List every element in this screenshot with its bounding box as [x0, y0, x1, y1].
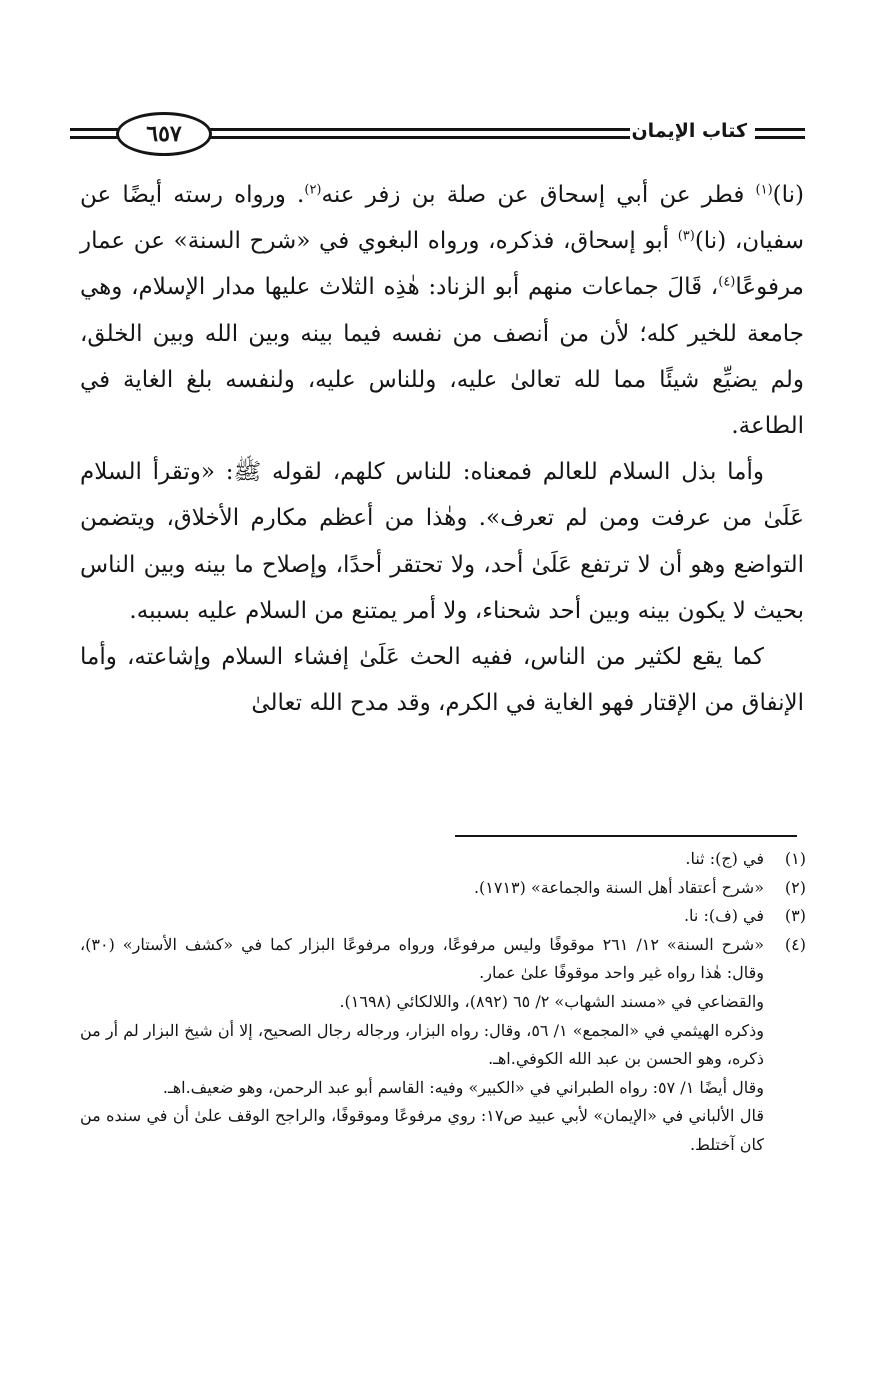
footnote-text: في (ف): نا.	[683, 906, 764, 926]
footnote-ref-1: (١)	[755, 182, 773, 198]
footnotes	[80, 845, 806, 1160]
paragraph-2: وأما بذل السلام للعالم فمعناه: للناس كلهم، لقوله ﷺ: «وتقرأ السلام عَلَىٰ من عرفت ومن لم تعرف». وهٰذا من أعظم مكارم الأخلاق، ويتضمن التواضع وهو أن لا ترتفع عَلَىٰ أحد، ولا تحتقر أحدًا، وإصلاح ما بينه وبين الناس بحيث لا يكون بينه وبين أحد شحناء، ولا أمر يمتنع من السلام عليه بسببه.	[80, 459, 804, 624]
header-rule-right-bottom	[755, 136, 805, 139]
footnote-text: في (ج): ثنا.	[685, 849, 764, 868]
page-number-frame	[116, 112, 212, 156]
footnote-text: وذكره الهيثمي في «المجمع» ١/ ٥٦، وقال: رواه البزار، ورجاله رجال الصحيح، إلا أن شيخ البزار لم أر من ذكره، وهو الحسن بن عبد الله الكوفي.اهـ.	[80, 1020, 764, 1069]
footnote-text: «شرح أعتقاد أهل السنة والجماعة» (١٧١٣).	[473, 877, 764, 897]
book-title: كتاب الإيمان	[631, 120, 747, 142]
header-rule-middle-top	[210, 128, 630, 131]
header-rule-middle-bottom	[210, 136, 630, 139]
paragraph-3: كما يقع لكثير من الناس، ففيه الحث عَلَىٰ إفشاء السلام وإشاعته، وأما الإنفاق من الإقتار فهو الغاية في الكرم، وقد مدح الله تعالىٰ	[80, 644, 804, 717]
header-rule-left-top	[70, 128, 120, 131]
footnote-4	[80, 931, 806, 1160]
footnote-ref-2: (٢)	[304, 182, 322, 198]
footnote-ref-4: (٤)	[718, 274, 736, 290]
footnote-number: (٣)	[784, 906, 806, 926]
header-rule-right-top	[755, 128, 805, 131]
footnote-3	[80, 902, 806, 931]
page-number: ٦٥٧	[146, 121, 182, 147]
footnote-number: (١)	[784, 849, 806, 868]
main-text	[80, 172, 804, 726]
footnote-2	[80, 874, 806, 903]
footnote-separator	[455, 835, 797, 837]
page-header	[70, 108, 805, 158]
footnote-number: (٢)	[784, 877, 806, 897]
footnote-number: (٤)	[784, 934, 806, 954]
footnote-text: والقضاعي في «مسند الشهاب» ٢/ ٦٥ (٨٩٢)، واللالكائي (١٦٩٨).	[339, 991, 764, 1011]
header-rule-left-bottom	[70, 136, 120, 139]
footnote-text: قال الألباني في «الإيمان» لأبي عبيد ص١٧: روي مرفوعًا وموقوفًا، والراجح الوقف علىٰ أن في سنده من كان آختلط.	[80, 1106, 765, 1154]
footnote-1	[80, 845, 806, 874]
footnote-text: «شرح السنة» ١٢/ ٢٦١ موقوفًا وليس مرفوعًا، ورواه مرفوعًا البزار كما في «كشف الأستار» (٣٠)، وقال: هٰذا رواه غير واحد موقوفًا علىٰ عمار.	[80, 934, 765, 983]
footnote-ref-3: (٣)	[677, 228, 695, 244]
footnote-text: وقال أيضًا ١/ ٥٧: رواه الطبراني في «الكبير» وفيه: القاسم أبو عبد الرحمن، وهو ضعيف.اهـ.	[162, 1077, 764, 1097]
paragraph-1: (نا)$^{(١)}$ فطر عن أبي إسحاق عن صلة بن زفر عنه$^{(٢)}$. ورواه رسته أيضًا عن سفيان، (نا)$^{(٣)}$ أبو إسحاق، فذكره، ورواه البغوي في «شرح السنة» عن عمار مرفوعًا$^{(٤)}$، قَالَ جماعات منهم أبو الزناد: هٰذِه الثلاث عليها مدار الإسلام، وهي جامعة للخير كله؛ لأن من أنصف من نفسه فيما بينه وبين الله وبين الخلق، ولم يضيِّع شيئًا مما لله تعالىٰ عليه، وللناس عليه، ولنفسه بلغ الغاية في الطاعة.	[80, 182, 804, 440]
